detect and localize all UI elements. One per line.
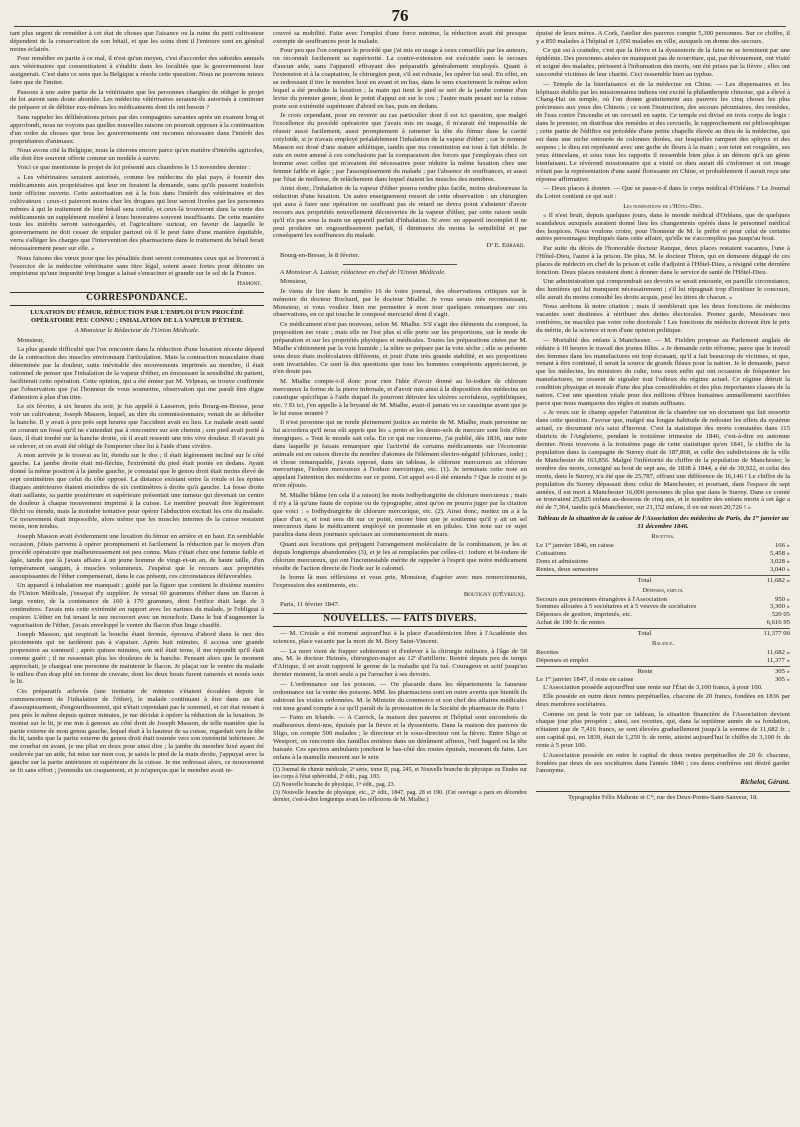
paragraph: Une administration qui comprendrait ses devoirs se serait entourée, en pareille circonstance, des lumières qui lui manquent nécessairement ; s'il lui répugnait trop d'instituer le concours, elle aurait du moins consulté les droits acquis, pesé les titres de chacun. » — [536, 278, 790, 301]
paragraph: M. Mialhe compte-t-il donc pour rien l'idée d'avoir donné au bi-iodure de chlorure mercureux la forme de la pierre infernale, et d'avoir mis ainsi à la disposition des médecins un caustique spécifique à l'aide duquel ils pourront détruire les ulcères scrofuleux, syphilitiques, etc. ? Et ici, j'en appelle à la bryanté de M. Mialhe, avait-il jamais vu ce caustique avant que je le lui eusse montré ? — [273, 377, 527, 417]
paragraph: Nous avons cité la Belgique, nous la citerons encore parce qu'en matière d'intérêts agricoles, elle doit être souvent offerte comme un modèle à suivre. — [10, 147, 264, 162]
dateline: Bourg-en-Bresse, le 8 février. — [280, 251, 360, 259]
finance-total: Reste 305 » — [536, 666, 790, 676]
footnotes — [273, 764, 527, 804]
paragraph: L'Association possède aujourd'hui une rente sur l'État de 3,100 francs, à pour 100. — [543, 683, 763, 691]
paragraph: couvré sa mobilité. Faite avec l'emploi d'une force minime, la réduction avait été presque exempte de souffrances pour le malade. — [273, 30, 527, 45]
column-3 — [536, 30, 790, 1108]
paragraph: Un appareil à inhalation me manquait ; guidé par la figure que contient le dixième numéro de l'Union Médicale, j'essayai d'y suppléer. Je versai 60 grammes d'éther dans un flacon à large ventre, de la contenance de 160 à 170 grammes, dont l'orifice était large de 3 centimètres. J'avais mis cette extrémité en rapport avec les narines du malade, je l'obligeai à respirer. L'éther en fut tenant le nez recouvert avec un mouchoir. Dans le but d'augmenter la vaporisation de l'éther, j'avais enveloppé le ventre du flacon d'un linge chauffé. — [10, 582, 264, 629]
paragraph: Ces préparatifs achevés (une trentaine de minutes s'étaient écoulées depuis le commencement de l'inhalation de l'éther), le malade continuant à être dans un état d'assoupissement, d'engourdissement, qui n'était cependant pas le sommeil, et cet état restant à peu près le même depuis quinze minutes, je me décidai à opérer la réduction de la luxation. Je montai sur le lit, je me mis à genoux au côté droit de Joseph Masson, de telle manière que la partie externe de mon genou gauche, lequel était à la hauteur de sa cuisse, regardait vers la tête du lit, tandis que la partie externe du genou droit était tournée vers son extrémité inférieure. Je me courbai en avant, je me pliai en deux pour ainsi dire ; la jambe du membre luxé ayant été soulevée par un aide, fut mise sur mon cou, je saisis le pied de la main droite, j'appuyai avec la gauche sur la partie antérieure et supérieure de la cuisse. Je me redressai alors, ce mouvement se fit sans effort ; j'entendis un craquement, et je m'aperçus que le membre avait re- — [10, 687, 264, 775]
columns — [10, 30, 790, 1108]
footnote: (1) Journal de chimie médicale, 2ᵉ série, tome II, pag. 245, et Nouvelle branche de physique ou Études sur les corps à l'état sphéroïdal, 2ᵉ édit., pag. 183. — [273, 767, 527, 781]
paragraph: Il n'est personne qui ne rende pleinement justice au mérite de M. Mialhe, mais personne ne lui accordera qu'il nous eût appris que les « proto et les deuto-sels de mercure sont loin d'être énergiques. » Tout le monde sait cela. En ce qui me concerne, j'ai publié, dès 1836, une note dans laquelle je faisais remarquer que l'activité de certains médicaments sur l'économie animale est en raison directe du nombre d'atomes de l'élément électro-négatif (chlorure, iode) ; et chose remarquable, j'avais opposé, dans un tableau, le chlorure mercureux au chlorure mercurique, l'iodure mercureux à l'iodure mercurique, etc. (1). Je terminais cette note en appelant l'attention des médecins sur ce point. Cet appel a-t-il été entendu ? Que le croire et je m'en réjouis. — [273, 419, 527, 490]
paragraph: épuisé de leurs mères. A Cork, l'atelier des pauvres compte 5,300 personnes. Sur ce chiffre, il y a 850 malades à l'hôpital et 1,050 malades en ville, auxquels on donne des secours. — [536, 30, 790, 45]
paragraph: Voici ce que mentionne le projet de loi présenté aux chambres le 13 novembre dernier : — [17, 164, 251, 172]
paragraph: M. Mialhe blâme (en cela il a raison) les mots iodhydrargirite de chlorure mercureux ; mais il n'y a là qu'une faute de copiste ou de typographe, ainsi qu'on en pourra juger par la citation que voici : « Iodhydrargirite de chlorure mercurique, etc. (2). Ainsi donc, mettez un a à la place d'un e, et tout sera dit sur ce point, encore bien que je soutienne qu'il y ait un sel mercureux dans le médicament employé en pommade et en pilules. Une note sur ce sujet paraîtra dans deux journaux spéciaux au commencement de mars. — [273, 491, 527, 539]
paragraph: A mon arrivée je le trouvai au lit, étendu sur le dos ; il était légèrement incliné sur le côté gauche. La jambe droite était mi-fléchie, l'extrémité du pied était portée en dedans. Ayant donné la même position à la jambe gauche, je constatai que le genou droit était moins élevé de sept centimètres que celui du côté opposé. La distance existant entre la rotule et les épines iliaques antérieures étaient moindres de six centimètres à droite qu'à gauche. La fesse droite était saillante, sa partie postérieure et supérieure présentait une tumeur qui devenait un centre de douleur à chaque mouvement imprimé à la cuisse. Le membre pouvait être légèrement fléchi ou étendu, mais la moindre tentative pour opérer l'abduction excitait les cris du malade. Ce mouvement était impossible, alors même que les muscles internes de la cuisse restaient mous, non tendus. — [10, 452, 264, 531]
paragraph: L'Association possède en outre le capital de deux rentes perpétuelles de 20 fr. chacune, fondées par deux de ses sociétaires dans l'année 1846 ; ces deux confrères ont désiré garder l'anonyme. — [536, 751, 790, 775]
finance-row: Secours aux personnes étrangères à l'Association 950 » — [536, 595, 790, 603]
finance-row: Dépenses et emploi 11,377 » — [536, 656, 790, 664]
news-item: — Faim en Irlande. — A Carrick, la maison des pauvres et l'hôpital sont encombrés de malheureux demi-nus, épuisés par la fièvre et la dyssenterie. Dans la maison des pauvres de Sligo, on compte 500 malades ; le directeur et le sous-directeur ont la fièvre. Entre Sligo et Westport, on rencontre des familles entières dans un dénûment affreux, l'œil hagard ou la tête baissée. Ces spectres ambulants jonchent le bas-côté des routes épuisés, mourant de faim. Les enfans à la mamelle meurent sur le sein — [273, 714, 527, 761]
finance-total: Total 11,682 » — [536, 575, 790, 585]
paragraph: Ainsi donc, l'inhalation de la vapeur d'éther pourra rendre plus facile, moins douloureuse la réduction d'une luxation. Un autre enseignement ressort de cette observation : un chirurgien qui aura à faire une opération ne souffrant pas de retard ne devra point s'abstenir d'avoir recours aux propriétés nouvellement découvertes de la vapeur d'éther, par cette raison seule qu'il n'a pas sous la main un appareil parfait d'inhalation. Si avec un appareil incomplet il ne peut produire un engourdissement parfait, il diminuera du moins la sensibilité et par conséquent les souffrances du malade. — [273, 185, 527, 240]
finance-heading-balance: Balance. — [652, 640, 674, 648]
paragraph: « Les vétérinaires seraient autorisés, comme les médecins du plat pays, à fournir des médicaments aux propriétaires qui leur en feraient la demande, sans qu'ils pussent toutefois tenir officine ouverte. Cette autorisation est à la fois dans l'intérêt des vétérinaires et des cultivateurs : ceux-ci paieront moins cher les drogues qui leur seront livrées par les personnes mêmes à qui le traitement de leur bétail sera confié, et ceux-là trouveront dans la vente des médicaments un supplément modéré à leurs honoraires souvent insuffisants. De cette manière tous les intérêts seront sauvegardés, et l'agriculture surtout, en faveur de laquelle le gouvernement ne doit cesser de stipuler partout où il le peut faire d'une manière équitable, verra s'alléger les charges que l'intervention des pharmaciens dans le traitement du bétail ferait nécessairement peser sur elle. » — [10, 173, 264, 253]
section-heading-nouvelles: NOUVELLES. — FAITS DIVERS. — [273, 613, 527, 627]
paragraph: Comme on peut le voir par ce tableau, la situation financière de l'Association devient chaque jour plus prospère ; ainsi, ses recettes, qui, dans la septième année de sa fondation, n'étaient que de 7,416 francs, se sont élevées graduellement jusqu'à la somme de 11,682 fr. ; son capital qui, en 1839, était de 1,250 fr. de rente, atteint aujourd'hui le chiffre de 3,100 fr. de rente à 5 pour 100. — [536, 710, 790, 750]
finance-row: Rentes, deux semestres 3,040 » — [536, 565, 790, 573]
printer-imprint: Typographie Félix Malteste et Cⁱᵉ, rue des Deux-Portes-Saint-Sauveur, 18. — [536, 791, 790, 802]
finance-heading-depenses: Dépenses, emploi. — [642, 586, 684, 594]
paragraph: Ce médicament n'est pas nouveau, selon M. Mialhe. S'il s'agit des éléments du composé, la proposition est vraie ; mais elle ne l'est plus si elle porte sur les proportions, sur le mode de préparation et sur les propriétés physiques et médicales. Toutes les préparations citées par M. Mialhe s'obtiennent par la voie humide ; la nôtre se prépare par la voie sèche ; elle se présente sous deux états moléculaires différents, et jouit d'une très grande stabilité, et ses proportions sont invariables. Ce sont là des questions que tous les hommes compétents apprécieront, je n'en doute pas. — [273, 320, 527, 376]
news-item: — M. Civiale a été nommé aujourd'hui à la place d'académicien libre à l'Académie des sciences, place vacante par la mort de M. Bory Saint-Vincent. — [273, 630, 527, 646]
divider — [343, 264, 457, 265]
author-signature: Hamont. — [237, 279, 262, 287]
author-signature: Boutigny (d'Évreux). — [463, 591, 525, 599]
subheading: Les nominations de l'Hôtel-Dieu. — [623, 202, 703, 210]
finance-row: Sommes allouées à 5 sociétaires et à 5 veuves de sociétaires 3,300 » — [536, 603, 790, 611]
paragraph: Sans rappeler les délibérations prises par des compagnies savantes après un examen long et approfondi, nous ne voyons pas quelles nouvelles raisons on pourrait opposer à la continuation d'un ordre de choses que tous les gouvernements ont reconnu nécessaire dans l'intérêt des propriétaires d'animaux. — [10, 113, 264, 145]
paragraph: Par suite du décès de l'honorable docteur Ranque, deux places restaient vacantes, l'une à l'Hôtel-Dieu, l'autre à la prison. De plus, M. le docteur Thion, qui en demeure dégagé de ces places de médecin en chef de la prison et celle d'adjoint à l'Hôtel-Dieu, a résigné cette dernière fonction. Deux places restaient donc à donner dans le service de santé de l'Hôtel-Dieu. — [536, 244, 790, 276]
paragraph: Je viens de lire dans le numéro 16 de votre journal, des observations critiques sur le mémoire du docteur Rochard, par le docteur Mialhe. Je vous serais très reconnaissant, Monsieur, si vous vouliez bien me permettre à mon tour quelques remarques sur ces observations, en ce qui touche le composé mercuriel dont il s'agit. — [273, 287, 527, 319]
finance-row: Achat de 190 fr. de rentes 6,616 95 — [536, 619, 790, 627]
column-1 — [10, 30, 264, 1108]
paragraph: Je crois cependant, pour en revenir au cas particulier dont il est ici question, que malgré l'excellence du procédé opératoire que j'avais mis en usage, il m'aurait été impossible de réussir aussi facilement, aussi promptement à ramener la tête du fémur dans la cavité cotyloïde, si je n'avais employé préalablement l'inhalation de la vapeur d'éther ; car le nommé Masson est doué d'une stature athlétique, tandis que ma constitution est tout à fait débile. Je suis en outre amené à ces conclusions par la comparaison des forces que j'employais chez cet homme avec celles qui m'avaient été nécessaires pour réduire la même luxation chez une femme faible et âgée ; par l'assoupissement du malade ; par l'absence de souffrances, et aussi par l'état de mollesse, de relâchement dans lequel étaient les muscles des membres. — [273, 112, 527, 183]
paragraph: — Temple de la bienfaisance et de la médecine en Chine. — Les dispensaires et les hôpitaux établis par les missionnaires indiens ont excité la philanthropie chinoise, qui a élevé à Chang-Hai un temple, où l'on donne gratuitement aux pauvres les cinq choses les plus précieuses aux yeux des Chinois ; ce sont l'instruction, des secours pécuniaires, des remèdes, de l'eau contre l'incendie et un cercueil en sapin. Ce temple est divisé en trois corps de logis : dans le premier, on distribue des remèdes et des cercueils, le rapprochement est philosophique ; cette partie de l'édifice est précédée d'une petite chapelle élevée au dieu de la médecine, qui est dans une niche entourée de colonnes dorées, sur lesquelles rampent des sphynx et des serpens ; le dieu est représenté avec une gerbe de fleurs à la main ; son teint est rougeâtre, ses yeux étincelans, et sous tous les rapports il ressemble bien plus à un démon qu'à un génie bienfaisant. Le révérend missionnaire qui a visité ce dieu aurait dû s'informer si cet image n'était pas la représentation d'une santé florissante en Chine, et probablement il aurait reçu une réponse affirmative. — [536, 80, 790, 183]
paragraph: Le six février, à six heures du soir, je fus appelé à Lasseron, près Bourg-en-Bresse, pour voir un cultivateur, Joseph Masson, lequel, au dire du commissionnaire, venait de se déboîter la hanche. Il y avait à peu près sept heures que l'accident avait eu lieu. Le malade avait sauté en courant un fossé qu'il ne s'attendait pas à rencontrer sur son chemin ; son pied avait porté à faux, il était tombé sur la hanche droite, où il avait ressenti une très vive douleur. Il n'avait pu se relever, et on avait été obligé de l'emporter chez lui à l'aide d'une civière. — [10, 403, 264, 450]
salutation: A Monsieur A. Latour, rédacteur en chef de l'Union Médicale. — [280, 268, 446, 276]
finance-total: Total 11,377 00 — [536, 628, 790, 638]
paragraph: tant plus urgent de remédier à cet état de choses que l'aisance ou la ruine du petit cultivateur dépendent de la conservation de son bétail, et que les soins dont il l'entoure sont en général moins éclairés. — [10, 30, 264, 53]
paragraph: Joseph Masson avait évidemment une luxation du fémur en arrière et en haut. En semblable occasion, j'étais parvenu à opérer promptement et facilement la réduction par le moyen d'un procédé opératoire que malheureusement est peu connu. Mais c'était chez une femme faible et âgée, tandis que là j'avais affaire à un jeune homme de vingt-et-un an, de haute taille, d'un tempérament sanguin, à muscles volumineux. J'espérai que le recours aux propriétés assoupissantes de l'éther compenserait, dans le cas présent, ces circonstances défavorables. — [10, 532, 264, 580]
section-heading-correspondance: CORRESPONDANCE. — [10, 292, 264, 306]
finance-row: Dépenses de gestion, imprimés, etc. 520 05 — [536, 611, 790, 619]
paragraph: — Deux places à donner. — Que se passe-t-il dans le corps médical d'Orléans ? Le Journal du Loiret contient ce qui suit : — [536, 185, 790, 200]
paragraph: Nous faisons des vœux pour que les pénalités dont seront communes ceux qui se livreront à l'exercice de la médecine vétérinaire sans titre légal, soient assez fortes pour détruire un empirisme qu'une impunité trop longue a laissé s'enraciner et grandir sur le sol de la France. — [10, 254, 264, 278]
finance-table — [536, 515, 790, 683]
finance-heading-recettes: Recettes. — [651, 533, 675, 541]
finance-row: Dons et admissions 3,028 » — [536, 557, 790, 565]
paragraph: Pour peu que l'on compare le procédé que j'ai mis en usage à ceux conseillés par les auteurs, on reconnaît facilement sa supériorité. La contre-extension est exécutée sans le secours d'aucun aide, sans l'appareil effrayant des préparatifs généralement employés. Quant à l'extension et à la coaptation, le chirurgien peut, s'il est robuste, les opérer lui seul. En effet, en se redressant il tire le membre luxé en avant et en bas, dans le sens exactement le même selon lequel a été produite la luxation ; la main qui tient le pied se sert de la jambe comme d'un levier du premier genre, dont le point d'appui est sur le cou ; l'autre main pesant sur la cuisse porte son extrémité supérieure d'abord en bas, puis en dedans. — [273, 47, 527, 110]
paragraph: La plus grande difficulté que l'on rencontre dans la réduction d'une luxation récente dépend de la contraction des muscles environnant l'articulation. Mais la contraction musculaire étant déterminée par la douleur, suite inévitable des mouvements imprimés au membre, il était rationnel de penser que l'inhalation de la vapeur d'éther, en émoussant la sensibilité du patient, faciliterait cette opération. Cette opinion, qui a été émise par M. Velpeau, se trouve confirmée par l'observation que j'ai l'honneur de vous soumettre, observation qui me paraît être digne d'attention à plus d'un titre. — [10, 346, 264, 401]
paragraph: Quant aux locutions qui préjugent l'arrangement moléculaire de la combinaison, je les ai depuis longtemps abandonnées (3), et je les ai remplacées par celles-ci : iodure et bi-iodure de chlorure mercureux, qui ont l'incontestable mérite de rappeler à l'esprit que notre médicament résulte de l'action directe de l'iode sur le calomel. — [273, 540, 527, 572]
paragraph: Elle possède en outre deux rentes perpétuelles, chacune de 20 francs, fondées en 1836 par deux membres sociétaires. — [536, 693, 790, 709]
finance-row: Cotisations 5,458 » — [536, 550, 790, 558]
dateline: Paris, 11 février 1847. — [280, 601, 340, 609]
paragraph: « Il n'est bruit, depuis quelques jours, dans le monde médical d'Orléans, que de quelques scandaleux auxquels auraient donné lieu les changements opérés dans le personnel médical des hospices. Nous voulons croire, pour l'honneur de M. le préfet et pour celui de certains autres personnages impliqués dans cette affaire, qu'elle ne s'accomplira pas jusqu'au bout. — [536, 211, 790, 243]
news-item: — La mort vient de frapper subitement et d'enlever à la chirurgie militaire, à l'âge de 58 ans, M. le docteur Heimès, chirurgien-major au 12ᵉ d'artillerie. Rentré depuis peu de temps d'Afrique, il en avait rapporté le germe de la maladie qui l'a tué. Courageux et actif jusqu'au dernier moment, la mort seule a pu l'arracher à ses devoirs. — [273, 647, 527, 679]
footnote: (3) Nouvelle branche de physique, etc., 2ᵉ édit., 1847, pag. 28 et 190. (Cet ouvrage a paru en décembre dernier, c'est-à-dire longtemps avant les réflexions de M. Mialhe.) — [273, 790, 527, 804]
paragraph: Ce qui est à craindre, c'est que la fièvre et la dyssenterie de la faim ne se terminent par une épidémie. Des personnes aisées ne manquent pas de nourriture, qui, par dévouement, ont visité et soigné des malades, périssent à l'inhumation des morts, ont été prises par la fièvre ; elles ont succombé victimes de leur charité. Ceci ressemble bien au typhus. — [536, 47, 790, 79]
finance-row: Le 1ᵉʳ janvier 1847, il reste en caisse 305 » — [536, 675, 790, 683]
article-title: LUXATION DU FÉMUR, RÉDUCTION PAR L'EMPLOI D'UN PROCÉDÉ OPÉRATOIRE PEU CONNU ; INHALATION DE LA VAPEUR D'ÉTHER. — [30, 308, 244, 324]
page-number: 76 — [391, 6, 409, 25]
finance-row: Recettes 11,682 » — [536, 649, 790, 656]
author-signature: Dʳ E. Ebrard. — [486, 241, 525, 249]
paragraph: Je borne là mes réflexions et vous prie, Monsieur, d'agréer avec mes remerciements, l'expression des sentiments, etc. — [273, 574, 527, 589]
paragraph: Joseph Masson, qui respirait la bouche étant fermée, éprouva d'abord dans le nez des picotements qui ne tardèrent pas à s'apaiser. Après huit minutes, il accusa une grande propension au sommeil ; après quinze minutes, son œil était terne, il me répondit qu'il était comme guéri ; il ne ressentait plus les douleurs de la hanche. Pensant alors que le moment approchait, je chargeai une personne de maintenir le flacon. Je plaçai sur le ventre du malade le milieu d'un drap plié en forme de cravate, dont les deux bouts furent ramenés et noués sous le lit. — [10, 631, 264, 686]
finance-title: Tableau de la situation de la caisse de l'Association des médecins de Paris, du 1ᵉʳ janvier au 31 décembre 1846. — [537, 515, 789, 531]
news-item: — L'ordonnance sur les poisons. — On placarde dans les départements la fameuse ordonnance sur la vente des poisons. MM. les pharmaciens sont en outre avertis que bientôt ils subiront les visites ordonnées. M. le Ministre du commerce et son chef des affaires médicales ont tenu grand compte à ce qu'il paraît de la protestation de la Société de pharmacie de Paris ! — [273, 680, 527, 712]
top-rule — [14, 26, 786, 27]
column-2 — [273, 30, 527, 1108]
paragraph: Pour remédier en partie à ce mal, il n'est qu'un moyen, c'est d'accorder des subsides annuels aux vétérinaires qui consentiraient à s'établir dans les localités que le gouvernement leur assignerait. C'est dans ce sens que la Belgique a résolu cette question. Nous ne pouvons mieux faire que de l'imiter. — [10, 55, 264, 87]
salutation: A Monsieur le Rédacteur de l'Union Médicale. — [74, 327, 200, 335]
footnote: (2) Nouvelle branche de physique, 1ʳᵉ édit., pag. 23. — [273, 782, 396, 789]
greeting: Monsieur, — [280, 278, 308, 286]
publisher-signature: Richelot, Gérant. — [740, 778, 790, 787]
paragraph: Nous arrêtons là notre citation ; mais il semblerait que les deux fonctions de médecins vacantes sont destinées à rétribuer des dettes électorales. Prenez garde, Messieurs nos confrères, ne maculez pas votre robe doctorale ! Les fonctions de médecin doivent être le prix du mérite, de la science et non d'une opinion politique. — [536, 303, 790, 335]
finance-row: Le 1ᵉʳ janvier 1846, en caisse 166 » — [536, 542, 790, 550]
paragraph: « Je veux sur le champ appeler l'attention de la chambre sur un document qui fait ressortir dans cette question. J'avoue que, malgré ma longue habitude de redouter les effets du système actuel, ce document m'a saisi d'horreur. C'est la statistique des morts constatées dans 115 districts de l'Angleterre, pendant le troisième trimestre de 1846, c'est-à-dire en automne dernier. Nous trouvons à la troisième page de cette statistique qu'en 1841, le chiffre de la population dans la campagne de Surrey était de 187,868, et celle des subdivisions de la ville de Manchester de 163,856. Malgré l'infériorité du chiffre de la population de Manchester, le nombre des morts, consigné au bout de sept ans, de 1838 à 1844, a été de 39,922, et celui des morts, dans le Surrey, n'a été que de 25,787, offrant une différence de 16,146 ! Le chiffre de la population du Surrey dépassait donc celui de Manchester, et pourtant, dans l'espace de sept années, il est mort à Manchester 16,000 personnes de plus que dans le Surrey. Dans ce comté se trouvaient 25,825 enfans au-dessous de cinq ans, et le nombre des enfans morts à cet âge a été de 7,364, tandis qu'à Manchester, sur 21,152 enfans, il en est mort 20,726 ! » — [536, 409, 790, 512]
greeting: Monsieur, — [17, 336, 45, 344]
paragraph: — Mortalité des enfans à Manchester. — M. Fielden propose au Parlement anglais de réduire à 10 heures le travail des jeunes filles. « Je demande cette réforme, parce que le travail des femmes dans les manufactures est trop écrasant, qu'il a fait beaucoup de victimes, et que, venant à être continué, il serait la source de grands fléaux pour la nation. Je le demande, parce que les médecins, les ministres du culte, tous ceux enfin qui ont occasion de fréquenter les manufactures, ne cessent de signaler tout l'odieux du régime actuel. Ce régime détruit la condition physique et morale d'une des plus considérables et des plus importantes classes de la nation. C'est une question vitale pour des millions d'êtres humaines annuellement sacrifiées parce que nous manquons des règles et statuts suffisans. — [536, 336, 790, 407]
paragraph: Passons à une autre partie de la vétérinaire que les personnes chargées de rédiger le projet de loi auront sans doute abordée. Les médecins vétérinaires seraient-ils autorisés à continuer de préparer et de débiter eux-mêmes les médicaments dont ils ont besoin ? — [10, 88, 264, 112]
